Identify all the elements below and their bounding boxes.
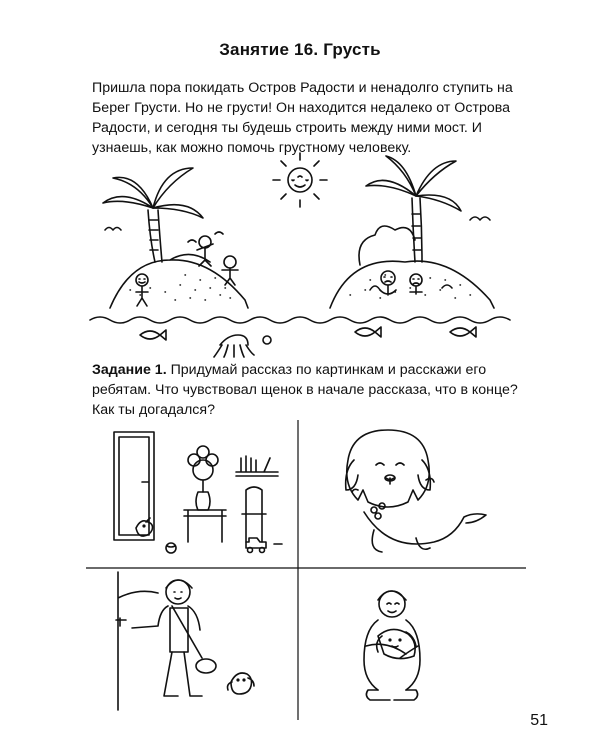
panel-sad-puppy [346, 430, 486, 552]
task-1 [92, 360, 532, 420]
sun-icon [273, 153, 327, 207]
sad-kid-figures [370, 271, 452, 295]
page-number: 51 [530, 712, 548, 729]
water-waves [90, 317, 510, 323]
page-title: Занятие 16. Грусть [219, 40, 381, 59]
panel-room-with-puppy [114, 432, 282, 553]
shore-of-sadness [330, 156, 494, 308]
sea-creatures [140, 327, 476, 357]
island-of-joy [103, 168, 248, 308]
task-1-label: Задание 1. [92, 362, 167, 378]
islands-illustration [70, 150, 530, 360]
picture-story-grid [86, 420, 526, 720]
intro-paragraph: Пришла пора покидать Остров Радости и ненадолго ступить на Берег Грусти. Но не грусти! Он находится недалеко от Острова Радости, и сегодня ты будешь строить между ними мост. И узнаешь, как можно помочь грустному человеку. [92, 80, 513, 156]
panel-boy-leaving [116, 572, 254, 710]
panel-boy-hugging-puppy [364, 591, 420, 700]
task-1-text: Придумай рассказ по картинкам и расскажи его ребятам. Что чувствовал щенок в начале рассказа, что в конце? Как ты догадался? [92, 362, 518, 418]
